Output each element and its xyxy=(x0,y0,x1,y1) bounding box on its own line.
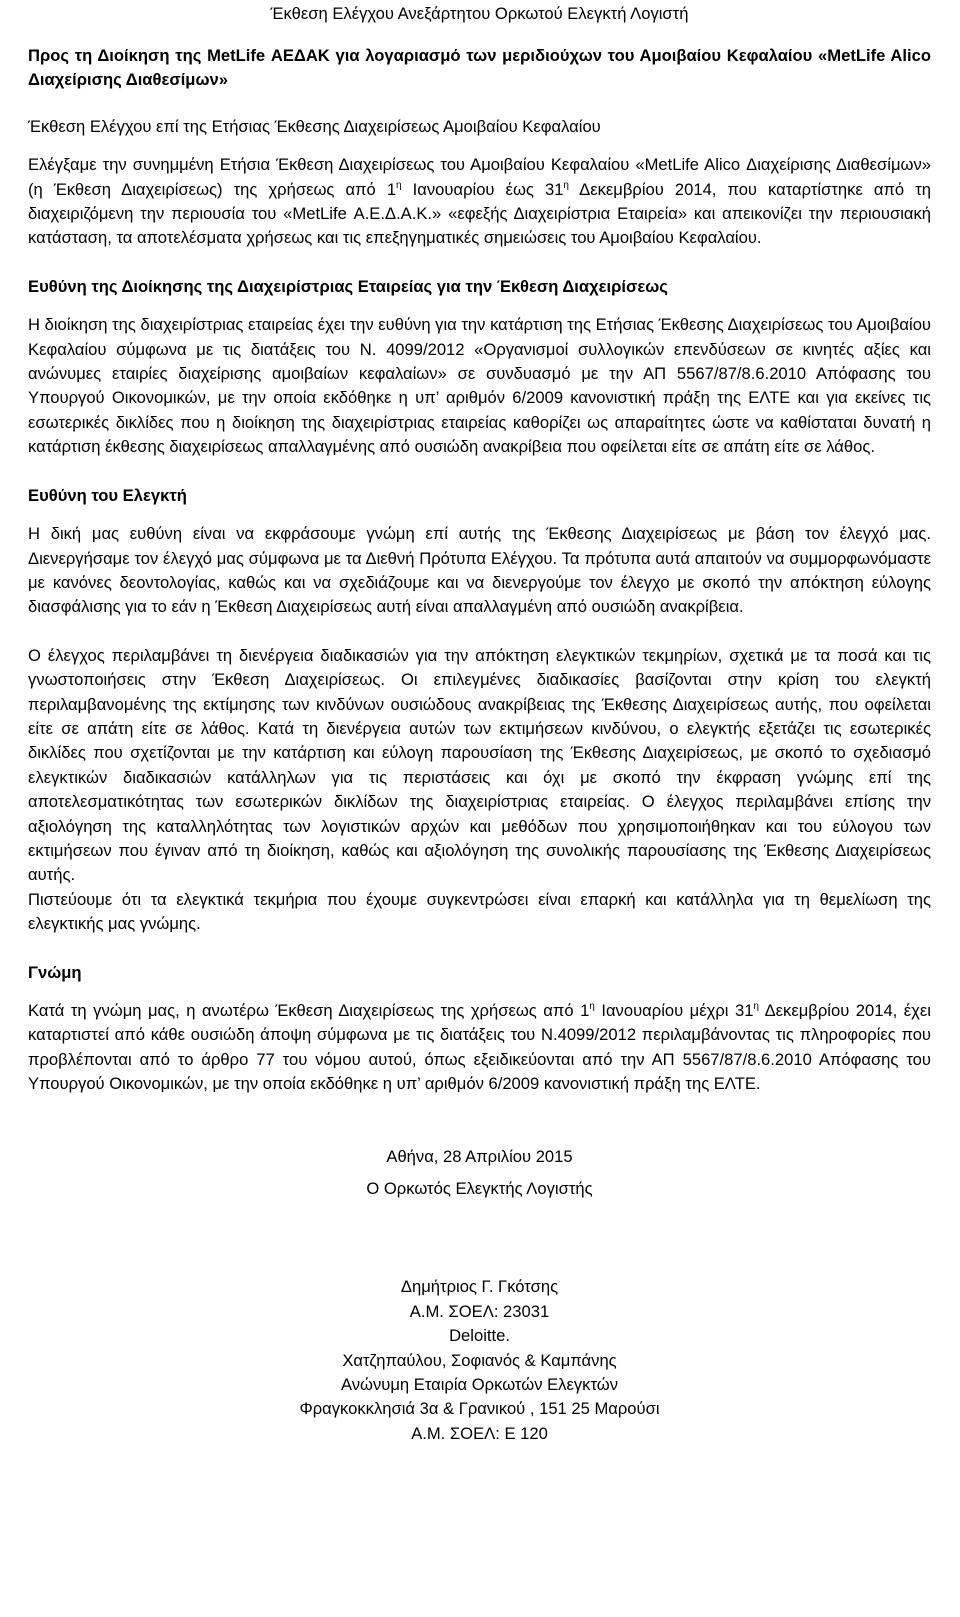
section-report-text: Ελέγξαμε την συνημμένη Ετήσια Έκθεση Διαχειρίσεως του Αμοιβαίου Κεφαλαίου «MetLife Alico Διαχείρισης Διαθεσίμων» (η Έκθεση Διαχειρίσεως) της χρήσεως από $1^\eta$ Ιανουαρίου έως $31^\eta$ Δεκεμβρίου 2014, που καταρτίστηκε από τη διαχειριζόμενη την περιουσία του «MetLife Α.Ε.Δ.Α.Κ.» «εφεξής Διαχειρίστρια Εταιρεία» και απεικονίζει την περιουσιακή κατάσταση, τα αποτελέσματα χρήσεως και τις επεξηγηματικές σημειώσεις του Αμοιβαίου Κεφαλαίου. xyxy=(28,155,931,248)
firm-type: Ανώνυμη Εταιρία Ορκωτών Ελεγκτών xyxy=(340,1375,619,1395)
section-heading-report: Έκθεση Ελέγχου επί της Ετήσιας Έκθεσης Διαχειρίσεως Αμοιβαίου Κεφαλαίου xyxy=(28,116,601,136)
section-management-text: Η διοίκηση της διαχειρίστριας εταιρείας έχει την ευθύνη για την κατάρτιση της Ετήσιας Έκθεσης Διαχειρίσεως του Αμοιβαίου Κεφαλαίου σύμφωνα με τις διατάξεις του Ν. 4099/2012 «Οργανισμοί συλλογικών επενδύσεων σε κινητές αξίες και ανώνυμες εταιρίες διαχείρισης αμοιβαίων κεφαλαίων» σε συνδυασμό με την ΑΠ 5567/87/8.6.2010 Απόφασης του Υπουργού Οικονομικών, με την οποία εκδόθηκε η υπ’ αριθμόν 6/2009 κανονιστική πράξη της ΕΛΤΕ και για εκείνες τις εσωτερικές δικλίδες που η διοίκηση της διαχειρίστριας εταιρείας καθορίζει ως απαραίτητες ώστε να καθίσταται δυνατή η κατάρτιση έκθεσης διαχειρίσεως απαλλαγμένης από ουσιώδη ανακρίβεια που οφείλεται είτε σε απάτη είτε σε λάθος. xyxy=(28,315,931,457)
signatory-name: Δημήτριος Γ. Γκότσης xyxy=(400,1277,559,1297)
signatory-registration: Α.Μ. ΣΟΕΛ: 23031 xyxy=(409,1301,550,1321)
firm-name: Deloitte. xyxy=(449,1326,510,1346)
auditor-paragraph-2: Ο έλεγχος περιλαμβάνει τη διενέργεια διαδικασιών για την απόκτηση ελεγκτικών τεκμηρίων, σχετικά με τα ποσά και τις γνωστοποιήσεις στην Έκθεση Διαχειρίσεως. Οι επιλεγμένες διαδικασίες βασίζονται στην κρίση του ελεγκτή περιλαμβανομένης της εκτίμησης των κινδύνων ουσιώδους ανακρίβειας της Έκθεσης Διαχειρίσεως αυτής, που οφείλεται είτε σε απάτη είτε σε λάθος. Κατά τη διενέργεια αυτών των εκτιμήσεων κινδύνου, ο ελεγκτής εξετάζει τις εσωτερικές δικλίδες που σχετίζονται με την κατάρτιση και εύλογη παρουσίαση της Έκθεσης Διαχειρίσεως, με σκοπό το σχεδιασμό ελεγκτικών διαδικασιών κατάλληλων για τις περιστάσεις και όχι με σκοπό την έκφραση γνώμης επί της αποτελεσματικότητας των εσωτερικών δικλίδων της διαχειρίστριας εταιρείας. Ο έλεγχος περιλαμβάνει επίσης την αξιολόγηση της καταλληλότητας των λογιστικών αρχών και μεθόδων που χρησιμοποιήθηκαν και του εύλογου των εκτιμήσεων που έγιναν από τη διοίκηση, καθώς και αξιολόγηση της συνολικής παρουσίασης της Έκθεσης Διαχειρίσεως αυτής. xyxy=(28,645,931,885)
auditor-paragraph-1: Η δική μας ευθύνη είναι να εκφράσουμε γνώμη επί αυτής της Έκθεσης Διαχειρίσεως με βάση τον έλεγχό μας. Διενεργήσαμε τον έλεγχό μας σύμφωνα με τα Διεθνή Πρότυπα Ελέγχου. Τα πρότυπα αυτά απαιτούν να συμμορφωνόμαστε με κανόνες δεοντολογίας, καθώς και να σχεδιάζουμε και να διενεργούμε τον έλεγχο με σκοπό την απόκτηση εύλογης διασφάλισης για το εάν η Έκθεση Διαχειρίσεως αυτή είναι απαλλαγμένη από ουσιώδη ανακρίβεια. xyxy=(28,524,931,617)
section-heading-opinion: Γνώμη xyxy=(28,962,82,982)
section-heading-auditor: Ευθύνη του Ελεγκτή xyxy=(28,485,187,505)
firm-full-name: Χατζηπαύλου, Σοφιανός & Καμπάνης xyxy=(342,1350,617,1370)
auditor-paragraph-3: Πιστεύουμε ότι τα ελεγκτικά τεκμήρια που έχουμε συγκεντρώσει είναι επαρκή και κατάλληλα για τη θεμελίωση της ελεγκτικής μας γνώμης. xyxy=(28,889,931,934)
firm-registration: Α.Μ. ΣΟΕΛ: Ε 120 xyxy=(411,1423,548,1443)
report-title: Έκθεση Ελέγχου Ανεξάρτητου Ορκωτού Ελεγκτή Λογιστή xyxy=(270,4,689,23)
firm-address: Φραγκοκκλησιά 3α & Γρανικού , 151 25 Μαρούσι xyxy=(299,1399,660,1419)
signature-place-date: Αθήνα, 28 Απριλίου 2015 xyxy=(386,1146,573,1166)
signature-role: Ο Ορκωτός Ελεγκτής Λογιστής xyxy=(366,1179,593,1199)
opinion-text: Κατά τη γνώμη μας, η ανωτέρω Έκθεση Διαχειρίσεως της χρήσεως από $1^\eta$ Ιανουαρίου μέχρι $31^\eta$ Δεκεμβρίου 2014, έχει καταρτιστεί από κάθε ουσιώδη άποψη σύμφωνα με τις διατάξεις του Ν.4099/2012 περιλαμβάνοντας τις πληροφορίες που προβλέπονται από το άρθρο 77 του νόμου αυτού, όπως εξειδικεύονται από την ΑΠ 5567/87/8.6.2010 Απόφασης του Υπουργού Οικονομικών, με την οποία εκδόθηκε η υπ’ αριθμόν 6/2009 κανονιστική πράξη της ΕΛΤΕ. xyxy=(28,1001,931,1094)
addressee: Προς τη Διοίκηση της MetLife ΑΕΔΑΚ για λογαριασμό των μεριδιούχων του Αμοιβαίου Κεφαλαίου «MetLife Alico Διαχείρισης Διαθεσίμων» xyxy=(28,46,931,90)
section-heading-management: Ευθύνη της Διοίκησης της Διαχειρίστριας Εταιρείας για την Έκθεση Διαχειρίσεως xyxy=(28,276,668,296)
